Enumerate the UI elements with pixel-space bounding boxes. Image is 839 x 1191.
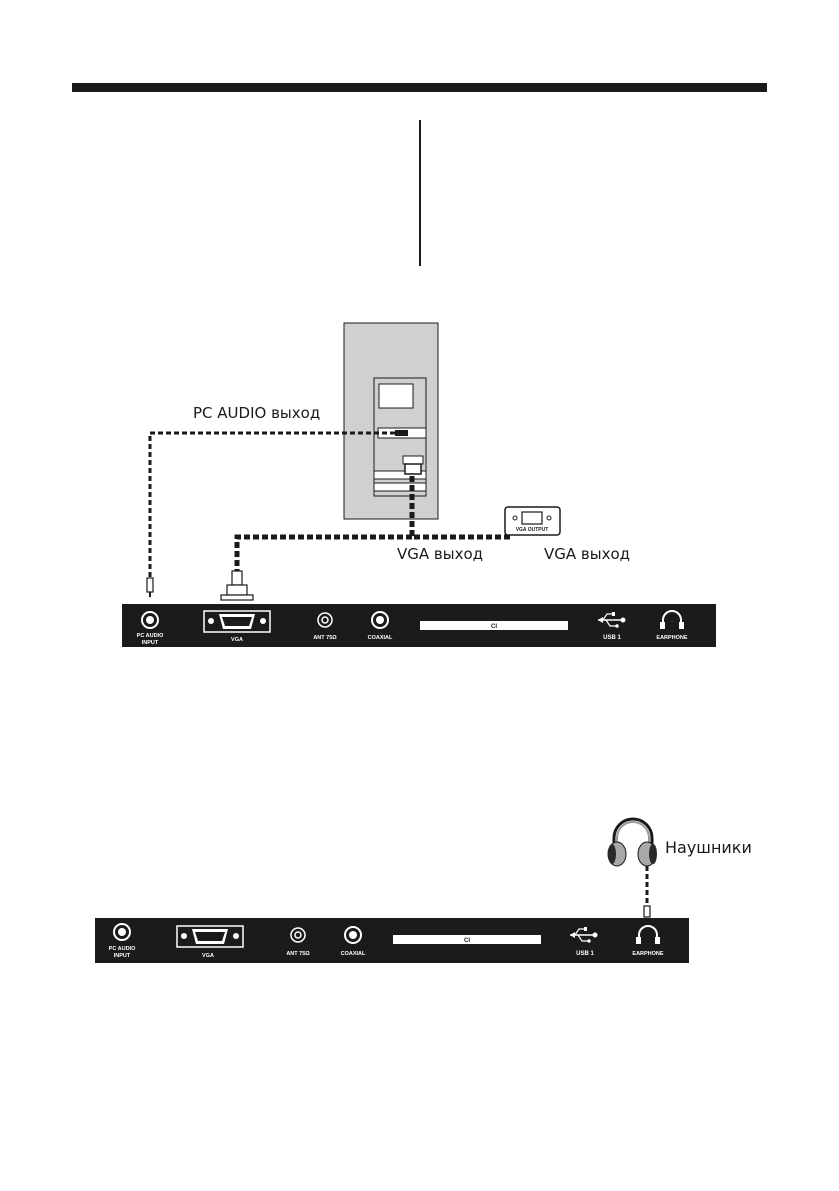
vga-port-icon: [204, 611, 270, 632]
pc-audio-input-label-2: INPUT: [141, 640, 159, 646]
headphones-icon: [608, 819, 657, 866]
diagram-headphones-connection: [608, 819, 752, 917]
vga-port-label-b: VGA: [202, 953, 214, 959]
audio-plug-icon: [147, 578, 153, 597]
earphone-port-label-b: EARPHONE: [632, 951, 664, 957]
tv-rear-panel-bottom: [95, 918, 689, 963]
antenna-port-label: ANT 75Ω: [313, 635, 337, 641]
vga-out-label-box: VGA выход: [544, 545, 631, 563]
ci-slot-label: CI: [491, 624, 497, 630]
pc-audio-input-label: PC AUDIO: [136, 633, 164, 639]
column-divider: [419, 120, 421, 266]
vga-cable-panel: [237, 537, 412, 572]
coaxial-port-label-b: COAXIAL: [340, 951, 366, 957]
pc-audio-input-label-b2: INPUT: [113, 953, 131, 959]
antenna-jack-icon: [318, 613, 332, 627]
vga-output-badge-text: VGA OUTPUT: [515, 527, 549, 533]
coaxial-port-label: COAXIAL: [367, 635, 393, 641]
vga-output-box: [505, 507, 560, 535]
headphone-plug-icon: [644, 906, 650, 917]
usb-port-label: USB 1: [603, 635, 621, 641]
headphones-label: Наушники: [665, 838, 752, 857]
vga-plug-icon: [221, 571, 253, 600]
pc-tower-icon: [344, 323, 438, 519]
diagram-pc-connection: [147, 323, 630, 600]
earphone-port-label: EARPHONE: [656, 635, 688, 641]
antenna-port-label-b: ANT 75Ω: [286, 951, 310, 957]
antenna-jack-icon-2: [291, 928, 305, 942]
usb-port-label-b: USB 1: [576, 951, 594, 957]
header-bar: [72, 83, 767, 92]
vga-port-icon-2: [177, 926, 243, 947]
vga-port-label: VGA: [231, 637, 243, 643]
pc-audio-input-label-b: PC AUDIO: [108, 946, 136, 952]
ci-slot-label-b: CI: [464, 938, 470, 944]
tv-rear-panel-top: [122, 604, 716, 647]
pc-audio-out-label: PC AUDIO выход: [193, 404, 321, 422]
vga-out-label-pc: VGA выход: [397, 545, 484, 563]
